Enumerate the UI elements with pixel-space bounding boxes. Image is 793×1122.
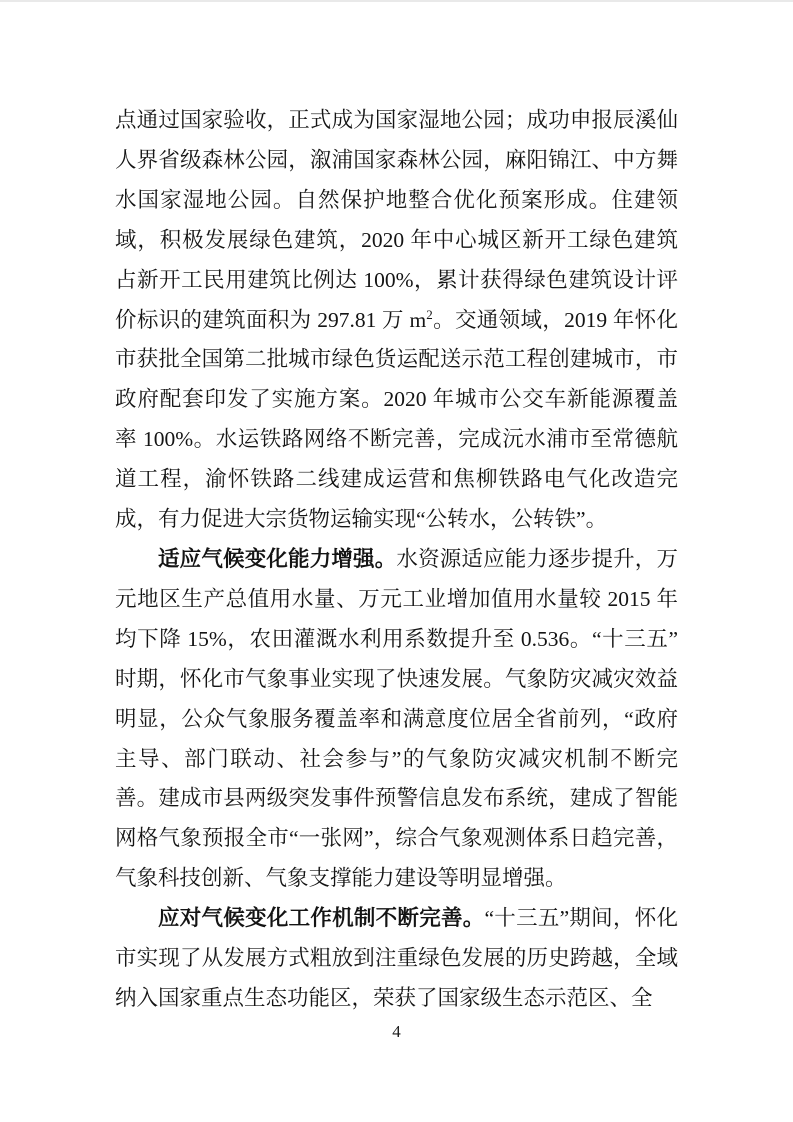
- paragraph-text: “十三五”期间，怀化市实现了从发展方式粗放到注重绿色发展的历史跨越，全域纳入国家重点生态功能区，荣获了国家级生态示范区、全: [115, 906, 678, 1010]
- superscript: 2: [426, 306, 433, 322]
- paragraph: [115, 899, 678, 1019]
- paragraph: [115, 101, 678, 540]
- paragraph: [115, 540, 678, 899]
- paragraph-lead-bold: 应对气候变化工作机制不断完善。: [158, 906, 485, 931]
- paragraph-text: 点通过国家验收，正式成为国家湿地公园；成功申报辰溪仙人界省级森林公园，溆浦国家森林公园，麻阳锦江、中方舞水国家湿地公园。自然保护地整合优化预案形成。住建领域，积极发展绿色建筑，2020 年中心城区新开工绿色建筑占新开工民用建筑比例达 100%，累计获得绿色建筑设计评价标识的建筑面积为 297.81 万 m: [115, 108, 678, 332]
- paragraph-text: 。交通领域，2019 年怀化市获批全国第二批城市绿色货运配送示范工程创建城市，市政府配套印发了实施方案。2020 年城市公交车新能源覆盖率 100%。水运铁路网络不断完善，完成沅水浦市至常德航道工程，渝怀铁路二线建成运营和焦柳铁路电气化改造完成，有力促进大宗货物运输实现“公转水，公转铁”。: [115, 307, 678, 532]
- document-body: [115, 101, 678, 1019]
- page-top-edge: [0, 0, 793, 2]
- paragraph-lead-bold: 适应气候变化能力增强。: [158, 546, 397, 571]
- page-number: 4: [392, 1022, 401, 1041]
- paragraph-text: 水资源适应能力逐步提升，万元地区生产总值用水量、万元工业增加值用水量较 2015 年均下降 15%，农田灌溉水利用系数提升至 0.536。“十三五”时期，怀化市气象事业实现了快速发展。气象防灾减灾效益明显，公众气象服务覆盖率和满意度位居全省前列，“政府主导、部门联动、社会参与”的气象防灾减灾机制不断完善。建成市县两级突发事件预警信息发布系统，建成了智能网格气象预报全市“一张网”，综合气象观测体系日趋完善，气象科技创新、气象支撑能力建设等明显增强。: [115, 546, 678, 891]
